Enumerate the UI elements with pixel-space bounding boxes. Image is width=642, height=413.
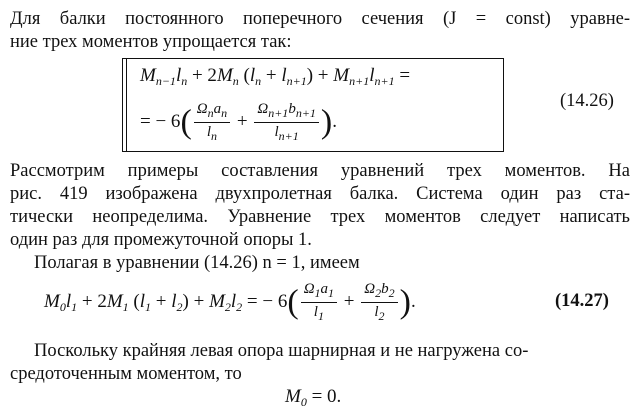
- paragraph-line-4: один раз для промежуточной опоры 1.: [10, 230, 312, 250]
- equation-14-26-lhs: $M_{n-1}l_n + 2M_n$ $(l_n + l_{n+1}) + M_{n+1}l_{n+1}$ =: [140, 65, 411, 88]
- equation-14-26-number: (14.26): [560, 91, 614, 111]
- paragraph-line-1: Рассмотрим примеры составления уравнений трех моментов. На: [10, 161, 630, 181]
- equation-14-27-number: (14.27): [555, 291, 609, 311]
- paragraph-line-3: тически неопределима. Уравнение трех моментов следует написать: [10, 207, 630, 227]
- equation-14-27: $M_0l_1 + 2M_1$ $(l_1 + l_2) + M_2l_2$ = − 6( $\frac{\Omega_1a_1}{l_1}$ + $\frac{\Omega_2b_2}{l_2}$ ).: [44, 281, 416, 323]
- intro-line-1: Для балки постоянного поперечного сечения (J = const) уравне-: [10, 9, 630, 29]
- equation-14-26-rhs: = − 6( $\frac{\Omega_na_n}{l_n}$ + $\frac{\Omega_{n+1}b_{n+1}}{l_{n+1}}$ ).: [140, 101, 337, 143]
- conclusion-result: $M_0 = 0$.: [285, 386, 342, 409]
- paragraph-line-2: рис. 419 изображена двухпролетная балка. Система один раз ста-: [10, 184, 630, 204]
- paragraph-setup: Полагая в уравнении (14.26) n = 1, имеем: [34, 253, 360, 273]
- conclusion-line-1: Поскольку крайняя левая опора шарнирная и не нагружена со-: [34, 341, 529, 361]
- intro-line-2: ние трех моментов упрощается так:: [10, 32, 292, 52]
- conclusion-line-2: средоточенным моментом, то: [10, 364, 242, 384]
